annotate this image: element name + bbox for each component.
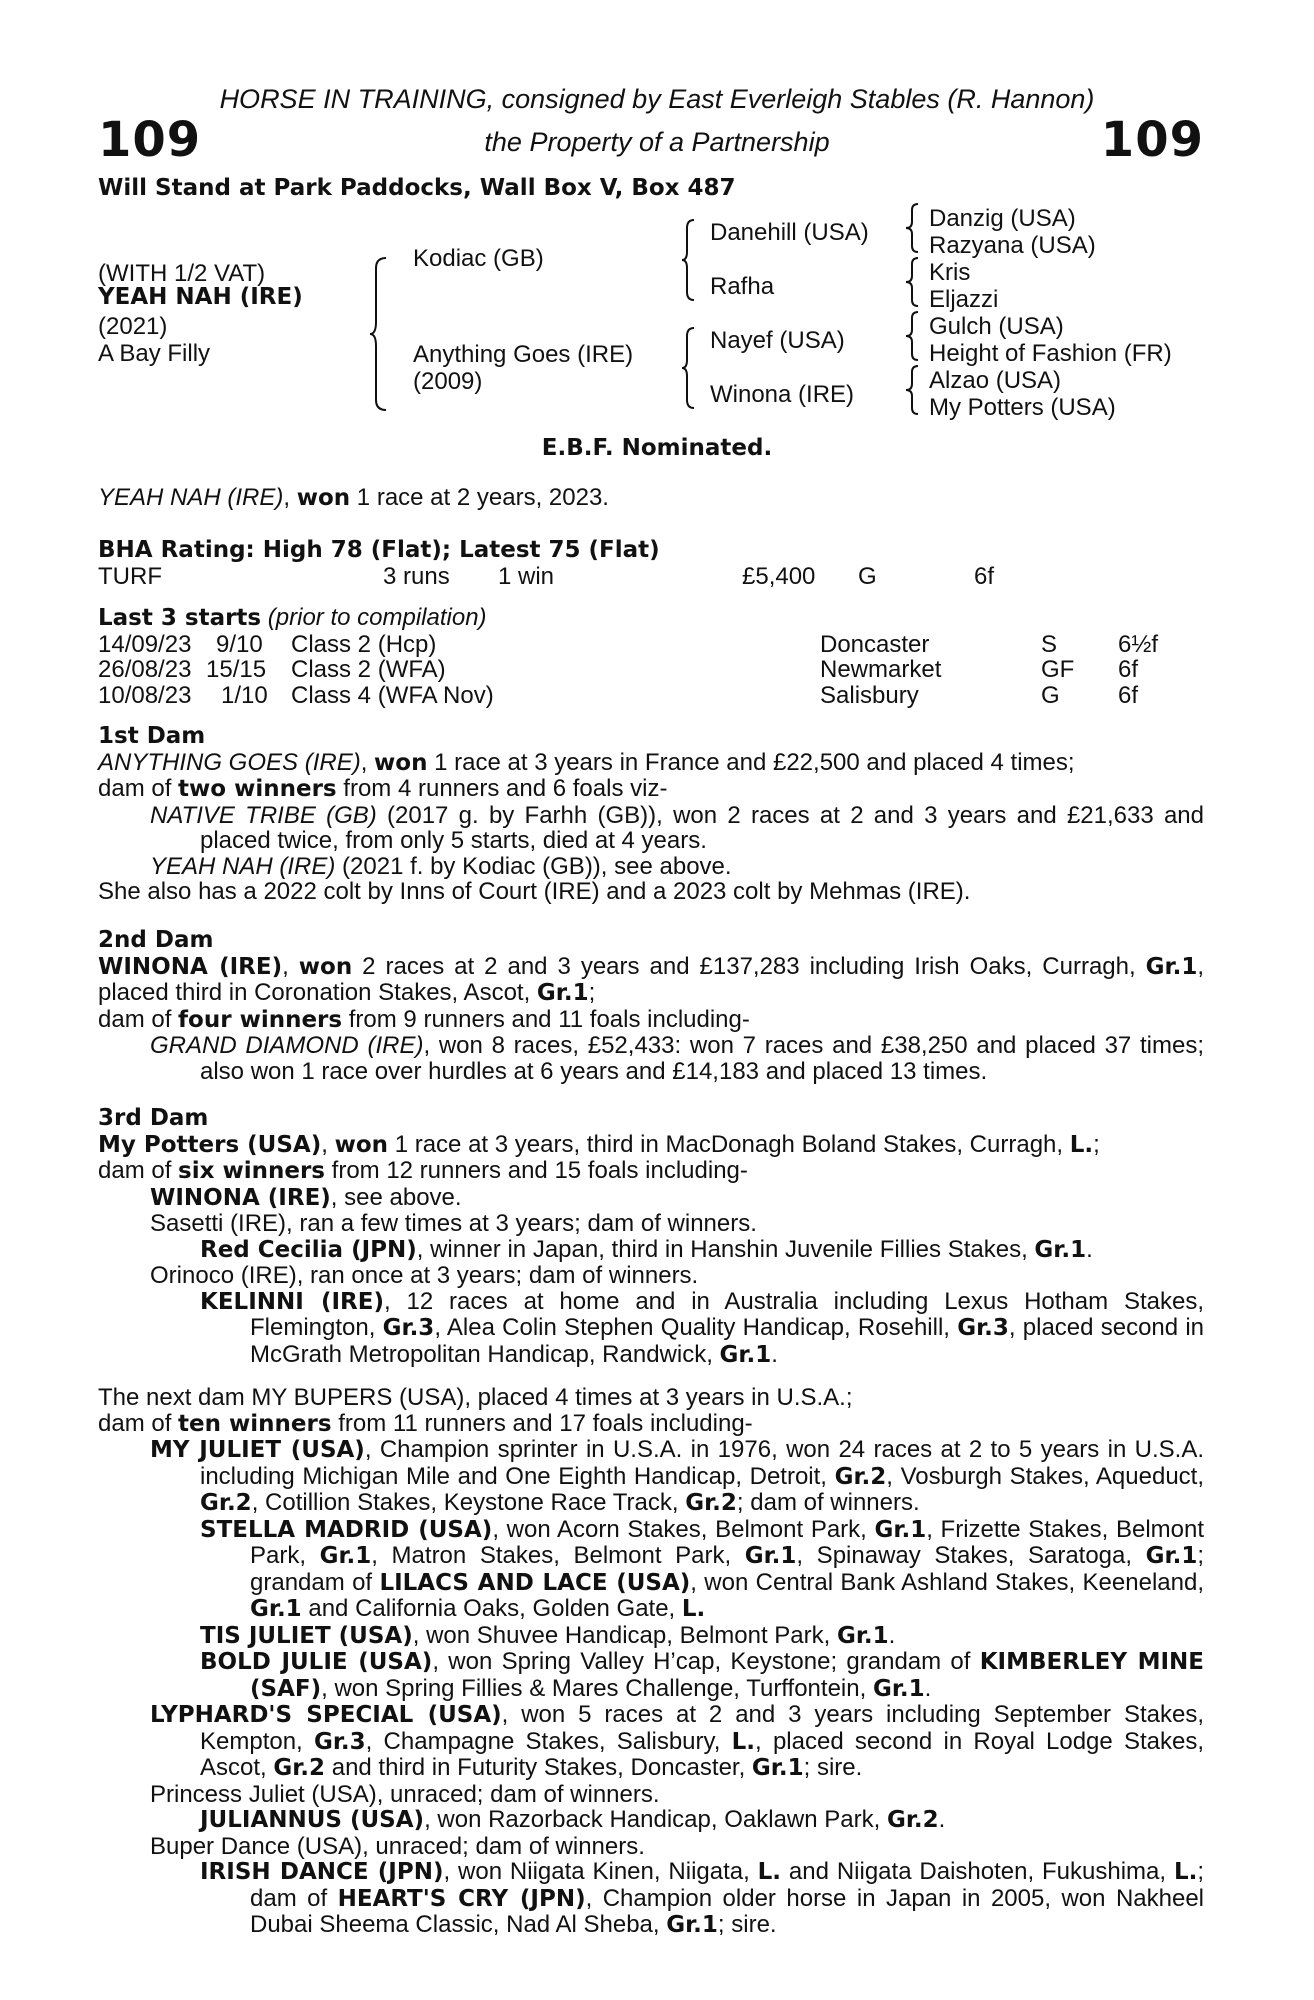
ancestor-my-potters: My Potters (USA): [929, 394, 1116, 421]
second-dam-section: 2nd Dam WINONA (IRE), won 2 races at 2 and 3 years and £137,283 including Irish Oaks, Curragh, Gr.1, placed third in Coronation Stakes, Ascot, Gr.1; dam of four winners from 9 runners and 11 foals including- GRAND DIAMOND (IRE), won 8 races, £52,433: won 7 races and £38,250 and placed 37 times; also won 1 race over hurdles at 6 years and £14,183 and placed 13 times.: [98, 927, 1205, 1085]
pedigree-brace-dam: [680, 326, 698, 410]
ancestor-height-of-fashion: Height of Fashion (FR): [929, 340, 1172, 367]
sire-dam-name: Rafha: [710, 273, 775, 300]
last-starts: Last 3 starts (prior to compilation) 14/09/23 9/10 Class 2 (Hcp) Doncaster S 6½f 26/08/23 15/15 Class 2 (WFA) Newmarket GF 6f 10/08/23 1/10 Class 4 (WFA Nov) Salisbury G 6f: [98, 605, 1204, 708]
entry-irish-dance: IRISH DANCE (JPN), won Niigata Kinen, Niigata, L. and Niigata Daishoten, Fukushima, L.; dam of HEART'S CRY (JPN), Champion older horse in Japan in 2005, won Nakheel Dubai Sheema Classic, Nad Al Sheba, Gr.1; sire.: [200, 1858, 1205, 1938]
entry-buper-dance: Buper Dance (USA), unraced; dam of winners.: [150, 1832, 645, 1860]
ancestor-gulch: Gulch (USA): [929, 313, 1064, 340]
entry-stella-madrid: STELLA MADRID (USA), won Acorn Stakes, Belmont Park, Gr.1, Frizette Stakes, Belmont Park, Gr.1, Matron Stakes, Belmont Park, Gr.1, Spinaway Stakes, Saratoga, Gr.1; grandam of LILACS AND LACE (USA), won Central Bank Ashland Stakes, Keeneland, Gr.1 and California Oaks, Golden Gate, L.: [200, 1515, 1205, 1622]
stand-location: Will Stand at Park Paddocks, Wall Box V, Box 487: [98, 175, 736, 201]
ancestor-kris: Kris: [929, 259, 971, 286]
start-row: 14/09/23 9/10 Class 2 (Hcp) Doncaster S 6½f: [98, 630, 1159, 658]
horse-name: YEAH NAH (IRE): [98, 284, 303, 310]
property-line: the Property of a Partnership: [484, 127, 830, 157]
turf-record: TURF 3 runs 1 win £5,400 G 6f: [98, 562, 995, 590]
rating-title: BHA Rating: High 78 (Flat); Latest 75 (Flat): [98, 537, 660, 563]
pedigree-brace-main: [368, 256, 392, 412]
brace-g4: [904, 364, 922, 416]
bha-rating: [98, 538, 1204, 589]
ancestor-eljazzi: Eljazzi: [929, 286, 999, 313]
vat-note: (WITH 1/2 VAT): [98, 260, 266, 287]
dam-sire-name: Nayef (USA): [710, 327, 845, 354]
brace-g2: [904, 256, 922, 308]
consignment-line: HORSE IN TRAINING, consigned by East Everleigh Stables (R. Hannon): [219, 84, 1095, 114]
horse-description: A Bay Filly: [98, 340, 211, 367]
dam-year: (2009): [413, 368, 483, 395]
first-dam-section: 1st Dam ANYTHING GOES (IRE), won 1 race at 3 years in France and £22,500 and placed 4 times; dam of two winners from 4 runners and 6 foals viz- NATIVE TRIBE (GB) (2017 g. by Farhh (GB)), won 2 races at 2 and 3 years and £21,633 and placed twice, from only 5 starts, died at 4 years. YEAH NAH (IRE) (2021 f. by Kodiac (GB)), see above. She also has a 2022 colt by Inns of Court (IRE) and a 2023 colt by Mehmas (IRE).: [98, 723, 1205, 905]
ancestor-razyana: Razyana (USA): [929, 232, 1096, 259]
sire-name: Kodiac (GB): [413, 245, 544, 272]
brace-g3: [904, 310, 922, 362]
ebf-nominated: E.B.F. Nominated.: [541, 435, 773, 461]
dam-dam-name: Winona (IRE): [710, 381, 855, 408]
entry-lyphards-special: LYPHARD'S SPECIAL (USA), won 5 races at 2 and 3 years including September Stakes, Kempton, Gr.3, Champagne Stakes, Salisbury, L., placed second in Royal Lodge Stakes, Ascot, Gr.2 and third in Futurity Stakes, Doncaster, Gr.1; sire.: [150, 1701, 1205, 1781]
ancestor-alzao: Alzao (USA): [929, 367, 1062, 394]
dam-name: Anything Goes (IRE): [413, 341, 634, 368]
entry-bold-julie: BOLD JULIE (USA), won Spring Valley H’cap, Keystone; grandam of KIMBERLEY MINE (SAF), won Spring Fillies & Mares Challenge, Turffontein, Gr.1.: [200, 1648, 1205, 1702]
start-row: 26/08/23 15/15 Class 2 (WFA) Newmarket GF 6f: [98, 656, 1139, 683]
ancestor-danzig: Danzig (USA): [929, 205, 1076, 232]
third-dam-section: 3rd Dam My Potters (USA), won 1 race at 3 years, third in MacDonagh Boland Stakes, Curragh, L.; dam of six winners from 12 runners and 15 foals including- WINONA (IRE), see above. Sasetti (IRE), ran a few times at 3 years; dam of winners. Red Cecilia (JPN), winner in Japan, third in Hanshin Juvenile Fillies Stakes, Gr.1. Orinoco (IRE), ran once at 3 years; dam of winners. KELINNI (IRE), 12 races at home and in Australia including Lexus Hotham Stakes, Flemington, Gr.3, Alea Colin Stephen Quality Handicap, Rosehill, Gr.3, placed second in McGrath Metropolitan Handicap, Randwick, Gr.1.: [98, 1105, 1205, 1368]
brace-g1: [904, 202, 922, 254]
start-row: 10/08/23 1/10 Class 4 (WFA Nov) Salisbury G 6f: [98, 681, 1139, 709]
entry-tis-juliet: TIS JULIET (USA), won Shuvee Handicap, Belmont Park, Gr.1.: [200, 1621, 896, 1649]
race-summary: YEAH NAH (IRE), won 1 race at 2 years, 2023.: [98, 484, 609, 511]
lot-number-left: 109: [98, 112, 202, 168]
sire-sire-name: Danehill (USA): [710, 219, 869, 246]
entry-princess-juliet: Princess Juliet (USA), unraced; dam of winners.: [150, 1780, 660, 1808]
pedigree-brace-sire: [680, 218, 698, 302]
entry-my-juliet: MY JULIET (USA), Champion sprinter in U.S.A. in 1976, won 24 races at 2 to 5 years in U.S.A. including Michigan Mile and One Eighth Handicap, Detroit, Gr.2, Vosburgh Stakes, Aqueduct, Gr.2, Cotillion Stakes, Keystone Race Track, Gr.2; dam of winners.: [150, 1436, 1205, 1516]
horse-year: (2021): [98, 313, 168, 340]
entry-juliannus: JULIANNUS (USA), won Razorback Handicap, Oaklawn Park, Gr.2.: [200, 1806, 946, 1833]
next-dam-section: The next dam MY BUPERS (USA), placed 4 times at 3 years in U.S.A.; dam of ten winners from 11 runners and 17 foals including- MY JULIET (USA), Champion sprinter in U.S.A. in 1976, won 24 races at 2 to 5 years in U.S.A. including Michigan Mile and One Eighth Handicap, Detroit, Gr.2, Vosburgh Stakes, Aqueduct, Gr.2, Cotillion Stakes, Keystone Race Track, Gr.2; dam of winners. STELLA MADRID (USA), won Acorn Stakes, Belmont Park, Gr.1, Frizette Stakes, Belmont Park, Gr.1, Matron Stakes, Belmont Park, Gr.1, Spinaway Stakes, Saratoga, Gr.1; grandam of LILACS AND LACE (USA), won Central Bank Ashland Stakes, Keeneland, Gr.1 and California Oaks, Golden Gate, L. TIS JULIET (USA), won Shuvee Handicap, Belmont Park, Gr.1. BOLD JULIE (USA), won Spring Valley H’cap, Keystone; grandam of KIMBERLEY MINE (SAF), won Spring Fillies & Mares Challenge, Turffontein, Gr.1. LYPHARD'S SPECIAL (USA), won 5 races at 2 and 3 years including September Stakes, Kempton, Gr.3, Champagne Stakes, Salisbury, L., placed second in Royal Lodge Stakes, Ascot, Gr.2 and third in Futurity Stakes, Doncaster, Gr.1; sire. Princess Juliet (USA), unraced; dam of winners. JULIANNUS (USA), won Razorback Handicap, Oaklawn Park, Gr.2. Buper Dance (USA), unraced; dam of winners. IRISH DANCE (JPN), won Niigata Kinen, Niigata, L. and Niigata Daishoten, Fukushima, L.; dam of HEART'S CRY (JPN), Champion older horse in Japan in 2005, won Nakheel Dubai Sheema Classic, Nad Al Sheba, Gr.1; sire.: [98, 1384, 1205, 1938]
lot-number-right: 109: [1100, 112, 1204, 168]
